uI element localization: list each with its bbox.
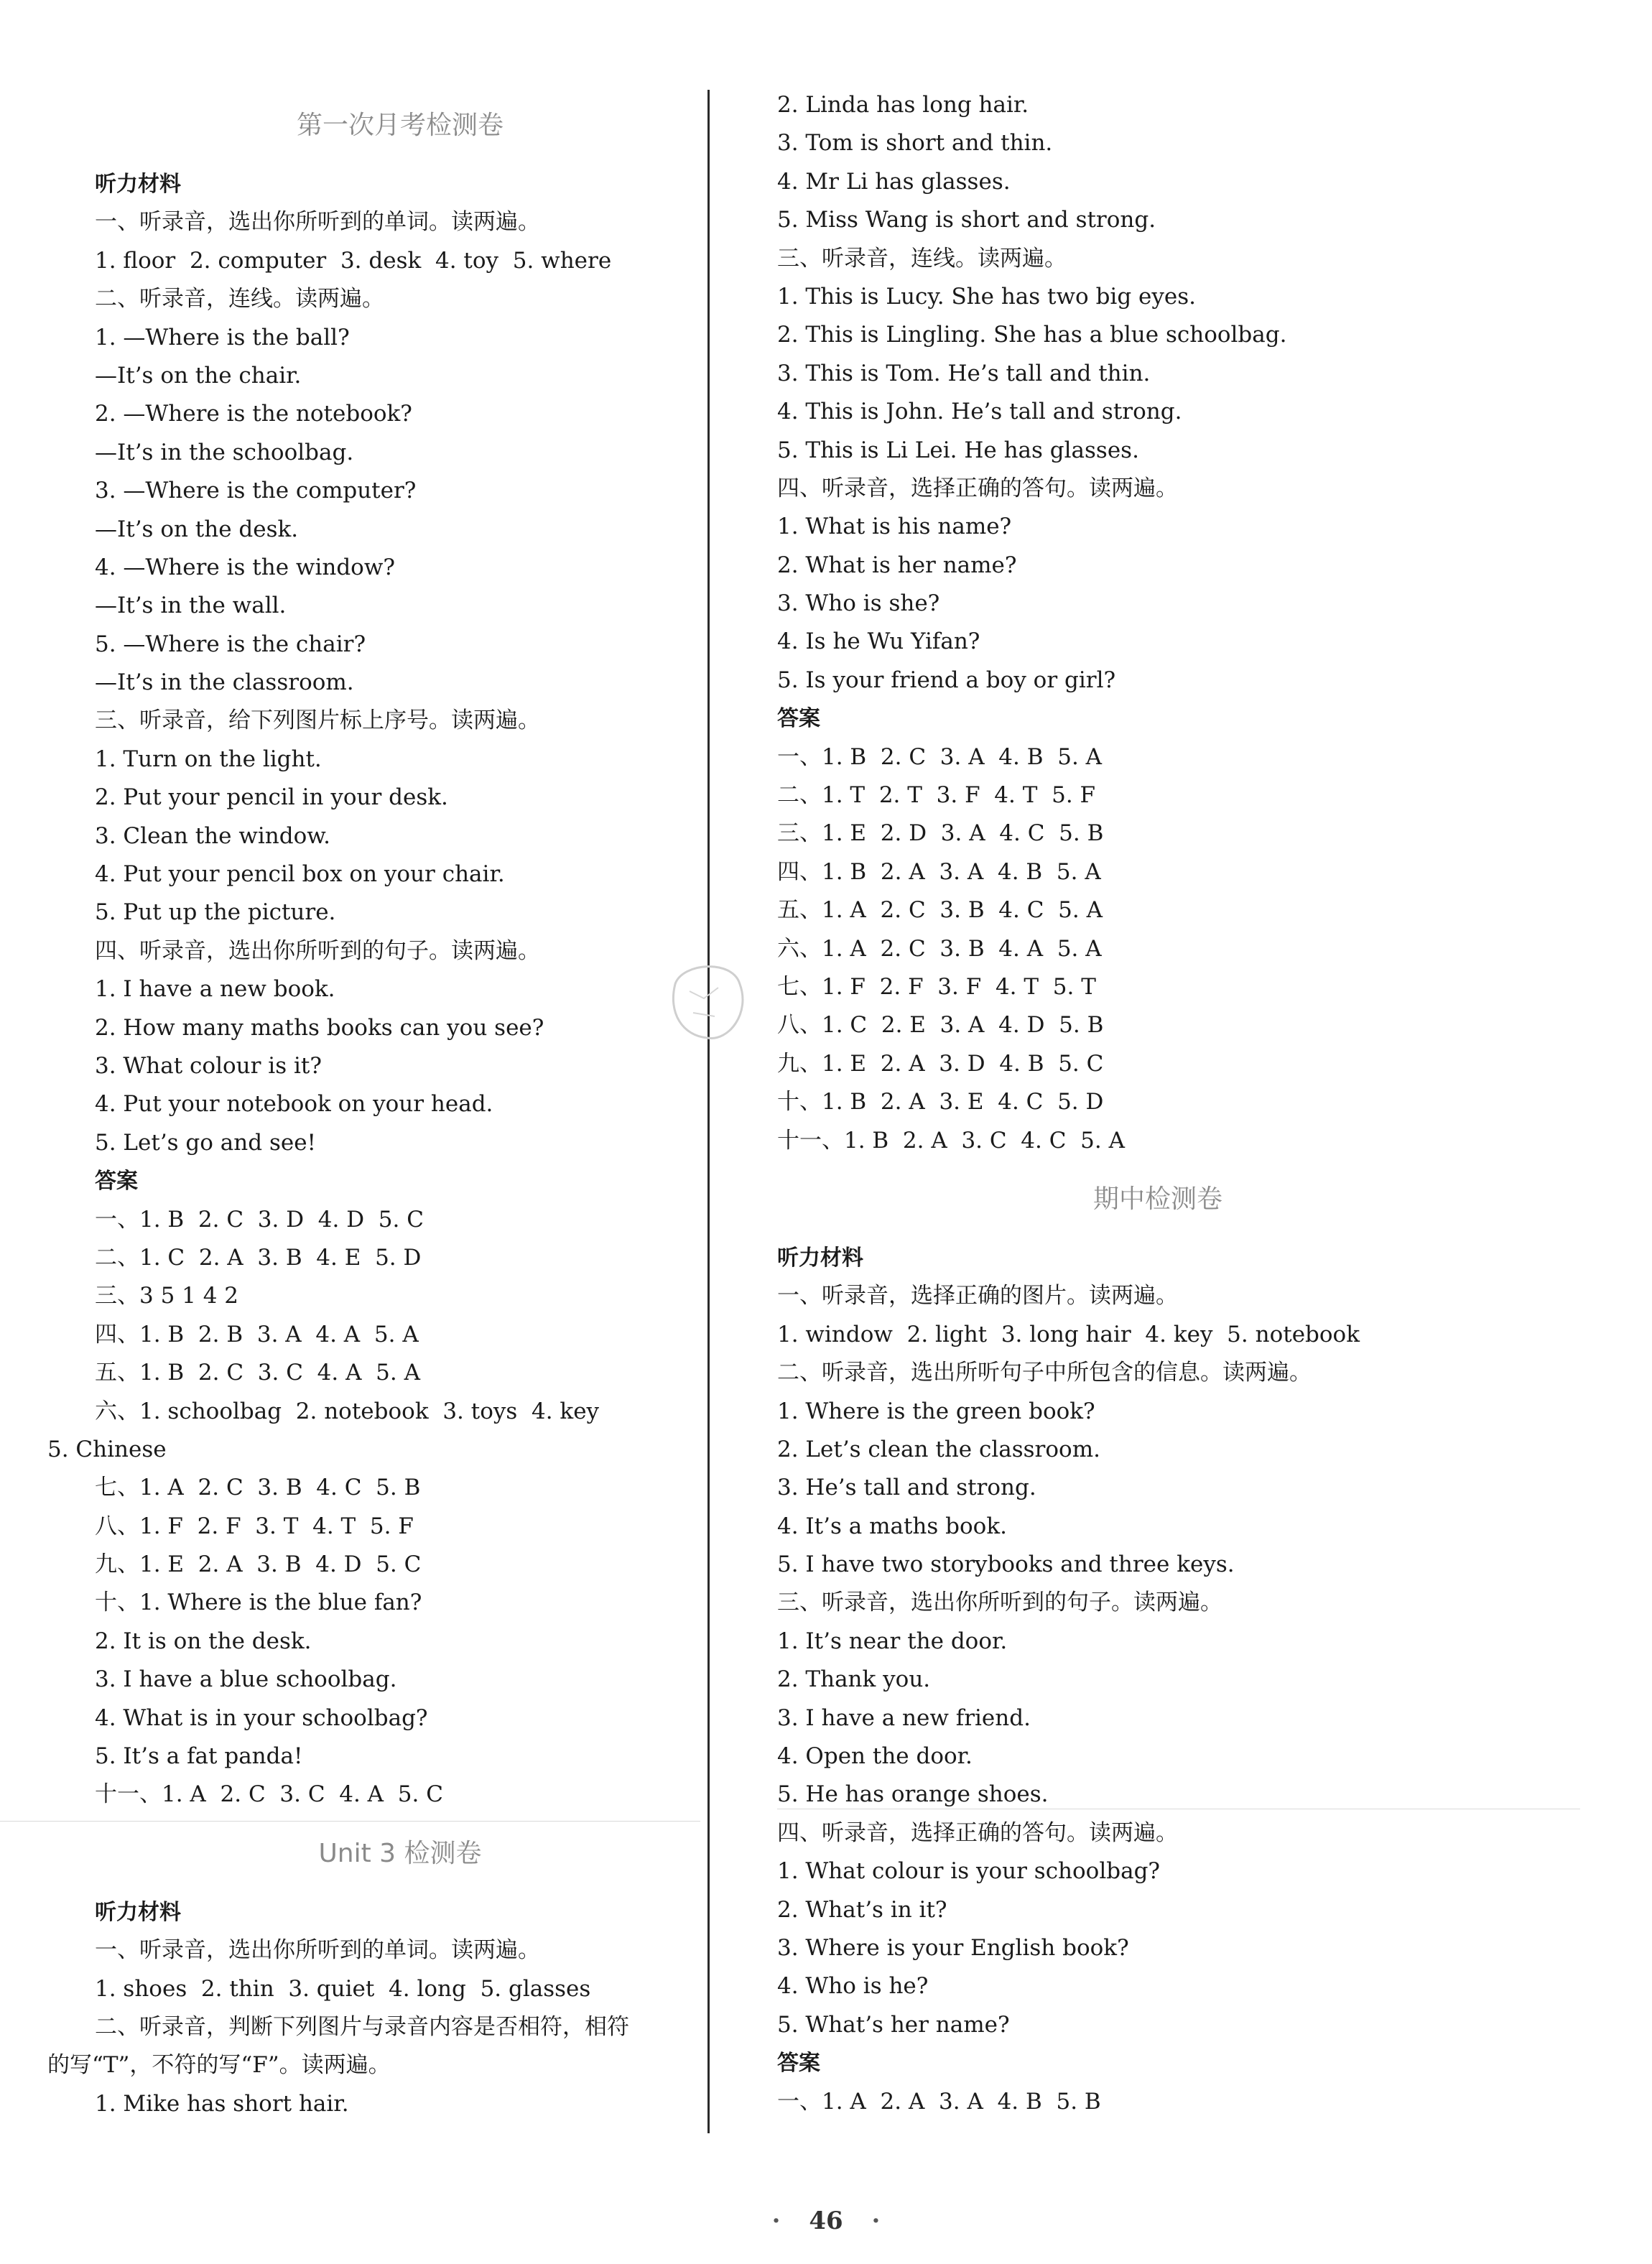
page-number (0, 2207, 1652, 2235)
text-line: 2. This is Lingling. She has a blue schoolbag. (777, 322, 1287, 348)
text-line: 四、听录音，选出你所听到的句子。读两遍。 (95, 937, 540, 964)
text-line: 5. Chinese (47, 1436, 167, 1462)
text-line: —It’s in the schoolbag. (95, 439, 354, 465)
text-line: 一、听录音，选择正确的图片。读两遍。 (777, 1283, 1178, 1309)
text-line: 5. Let’s go and see! (95, 1129, 317, 1156)
text-line: 4. Put your pencil box on your chair. (95, 861, 505, 888)
section-title: 期中检测卷 (1092, 1184, 1222, 1214)
text-line: 5. What’s her name? (777, 2011, 1010, 2038)
text-line: —It’s in the classroom. (95, 669, 354, 696)
text-line: 三、1. E 2. D 3. A 4. C 5. B (777, 820, 1104, 847)
text-line: 2. How many maths books can you see? (95, 1014, 544, 1041)
text-line: 5. He has orange shoes. (777, 1781, 1049, 1808)
text-line: —It’s in the wall. (95, 593, 287, 619)
text-line: 3. This is Tom. He’s tall and thin. (777, 360, 1151, 386)
text-line: 3. Who is she? (777, 590, 940, 617)
text-line: —It’s on the desk. (95, 516, 299, 542)
text-line: 九、1. E 2. A 3. B 4. D 5. C (95, 1551, 422, 1578)
text-line: 4. This is John. He’s tall and strong. (777, 399, 1182, 425)
text-line: 五、1. B 2. C 3. C 4. A 5. A (95, 1360, 420, 1386)
text-line: 2. Put your pencil in your desk. (95, 784, 448, 811)
text-line: 一、1. B 2. C 3. D 4. D 5. C (95, 1206, 424, 1233)
text-line: 5. Put up the picture. (95, 899, 336, 926)
text-line: 的写“T”，不符的写“F”。读两遍。 (47, 2052, 391, 2079)
text-line: 4. —Where is the window? (95, 554, 396, 580)
text-line: 二、1. T 2. T 3. F 4. T 5. F (777, 782, 1096, 809)
text-line: 三、听录音，给下列图片标上序号。读两遍。 (95, 708, 540, 734)
column-divider (707, 90, 710, 2133)
section-title: 第一次月考检测卷 (296, 111, 504, 140)
page-number-value: 46 (809, 2207, 843, 2235)
section-heading: 听力材料 (95, 172, 181, 197)
section-title: Unit 3 检测卷 (318, 1838, 482, 1868)
text-line: 4. Open the door. (777, 1743, 973, 1770)
text-line: 2. It is on the desk. (95, 1628, 312, 1654)
text-line: 3. Where is your English book? (777, 1934, 1129, 1961)
text-line: 1. shoes 2. thin 3. quiet 4. long 5. glasses (95, 1975, 591, 2002)
text-line: 2. —Where is the notebook? (95, 401, 412, 427)
left-column (47, 86, 705, 2123)
text-line: 5. —Where is the chair? (95, 631, 366, 657)
text-line: 二、听录音，选出所听句子中所包含的信息。读两遍。 (777, 1360, 1312, 1386)
right-column (777, 86, 1539, 2121)
page-dot: · (871, 2207, 881, 2235)
text-line: 1. floor 2. computer 3. desk 4. toy 5. where (95, 247, 612, 274)
text-line: 八、1. F 2. F 3. T 4. T 5. F (95, 1513, 414, 1539)
section-heading: 答案 (777, 2051, 820, 2077)
text-line: 五、1. A 2. C 3. B 4. C 5. A (777, 897, 1103, 924)
text-line: 3. I have a blue schoolbag. (95, 1666, 397, 1693)
text-line: 5. Miss Wang is short and strong. (777, 207, 1156, 233)
text-line: 1. Where is the green book? (777, 1398, 1095, 1424)
section-heading: 答案 (777, 706, 820, 732)
text-line: 一、1. A 2. A 3. A 4. B 5. B (777, 2088, 1101, 2115)
text-line: 七、1. A 2. C 3. B 4. C 5. B (95, 1475, 421, 1501)
text-line: 1. Turn on the light. (95, 746, 322, 772)
text-line: 1. What is his name? (777, 514, 1012, 540)
text-line: 二、听录音，判断下列图片与录音内容是否相符，相符 (95, 2013, 629, 2040)
text-line: 二、听录音，连线。读两遍。 (95, 286, 384, 312)
text-line: 3. —Where is the computer? (95, 478, 417, 504)
text-line: 2. What’s in it? (777, 1896, 947, 1923)
text-line: 二、1. C 2. A 3. B 4. E 5. D (95, 1244, 422, 1271)
section-heading: 听力材料 (777, 1245, 863, 1271)
text-line: 三、听录音，连线。读两遍。 (777, 245, 1067, 272)
text-line: 5. It’s a fat panda! (95, 1743, 303, 1770)
text-line: 八、1. C 2. E 3. A 4. D 5. B (777, 1012, 1104, 1039)
text-line: 4. Put your notebook on your head. (95, 1091, 493, 1118)
text-line: 三、听录音，选出你所听到的句子。读两遍。 (777, 1590, 1222, 1616)
text-line: —It’s on the chair. (95, 362, 302, 389)
text-line: 四、1. B 2. B 3. A 4. A 5. A (95, 1321, 419, 1347)
text-line: 5. I have two storybooks and three keys. (777, 1551, 1235, 1578)
section-heading: 答案 (95, 1169, 138, 1194)
text-line: 4. What is in your schoolbag? (95, 1704, 428, 1731)
text-line: 九、1. E 2. A 3. D 4. B 5. C (777, 1050, 1104, 1077)
text-line: 十一、1. B 2. A 3. C 4. C 5. A (777, 1127, 1125, 1154)
text-line: 四、听录音，选择正确的答句。读两遍。 (777, 1819, 1178, 1846)
text-line: 3. Clean the window. (95, 822, 330, 849)
text-line: 一、1. B 2. C 3. A 4. B 5. A (777, 743, 1103, 770)
text-line: 1. Mike has short hair. (95, 2090, 349, 2117)
text-line: 4. Mr Li has glasses. (777, 168, 1011, 195)
text-line: 3. He’s tall and strong. (777, 1475, 1036, 1501)
text-line: 六、1. schoolbag 2. notebook 3. toys 4. key (95, 1398, 600, 1424)
text-line: 1. —Where is the ball? (95, 324, 350, 351)
text-line: 2. Linda has long hair. (777, 92, 1029, 118)
text-line: 三、3 5 1 4 2 (95, 1283, 239, 1309)
text-line: 3. I have a new friend. (777, 1704, 1031, 1731)
text-line: 1. What colour is your schoolbag? (777, 1858, 1161, 1885)
text-line: 十一、1. A 2. C 3. C 4. A 5. C (95, 1781, 443, 1808)
text-line: 1. window 2. light 3. long hair 4. key 5. notebook (777, 1321, 1360, 1347)
text-line: 七、1. F 2. F 3. F 4. T 5. T (777, 973, 1096, 1000)
text-line: 2. What is her name? (777, 552, 1017, 578)
text-line: 六、1. A 2. C 3. B 4. A 5. A (777, 935, 1102, 962)
text-line: 1. I have a new book. (95, 976, 335, 1003)
text-line: 一、听录音，选出你所听到的单词。读两遍。 (95, 1937, 540, 1964)
text-line: 十、1. Where is the blue fan? (95, 1590, 422, 1616)
text-line: 四、听录音，选择正确的答句。读两遍。 (777, 475, 1178, 501)
text-line: 十、1. B 2. A 3. E 4. C 5. D (777, 1089, 1104, 1115)
text-line: 1. It’s near the door. (777, 1628, 1008, 1654)
text-line: 2. Thank you. (777, 1666, 931, 1693)
page-dot: · (771, 2207, 781, 2235)
text-line: 4. Who is he? (777, 1973, 929, 2000)
text-line: 4. It’s a maths book. (777, 1513, 1007, 1539)
text-line: 4. Is he Wu Yifan? (777, 628, 980, 655)
text-line: 一、听录音，选出你所听到的单词。读两遍。 (95, 209, 540, 236)
text-line: 1. This is Lucy. She has two big eyes. (777, 283, 1196, 310)
text-line: 3. What colour is it? (95, 1052, 322, 1079)
text-line: 3. Tom is short and thin. (777, 130, 1053, 157)
text-line: 5. This is Li Lei. He has glasses. (777, 437, 1139, 463)
text-line: 5. Is your friend a boy or girl? (777, 667, 1116, 693)
text-line: 2. Let’s clean the classroom. (777, 1436, 1100, 1462)
section-heading: 听力材料 (95, 1899, 181, 1925)
text-line: 四、1. B 2. A 3. A 4. B 5. A (777, 858, 1101, 885)
